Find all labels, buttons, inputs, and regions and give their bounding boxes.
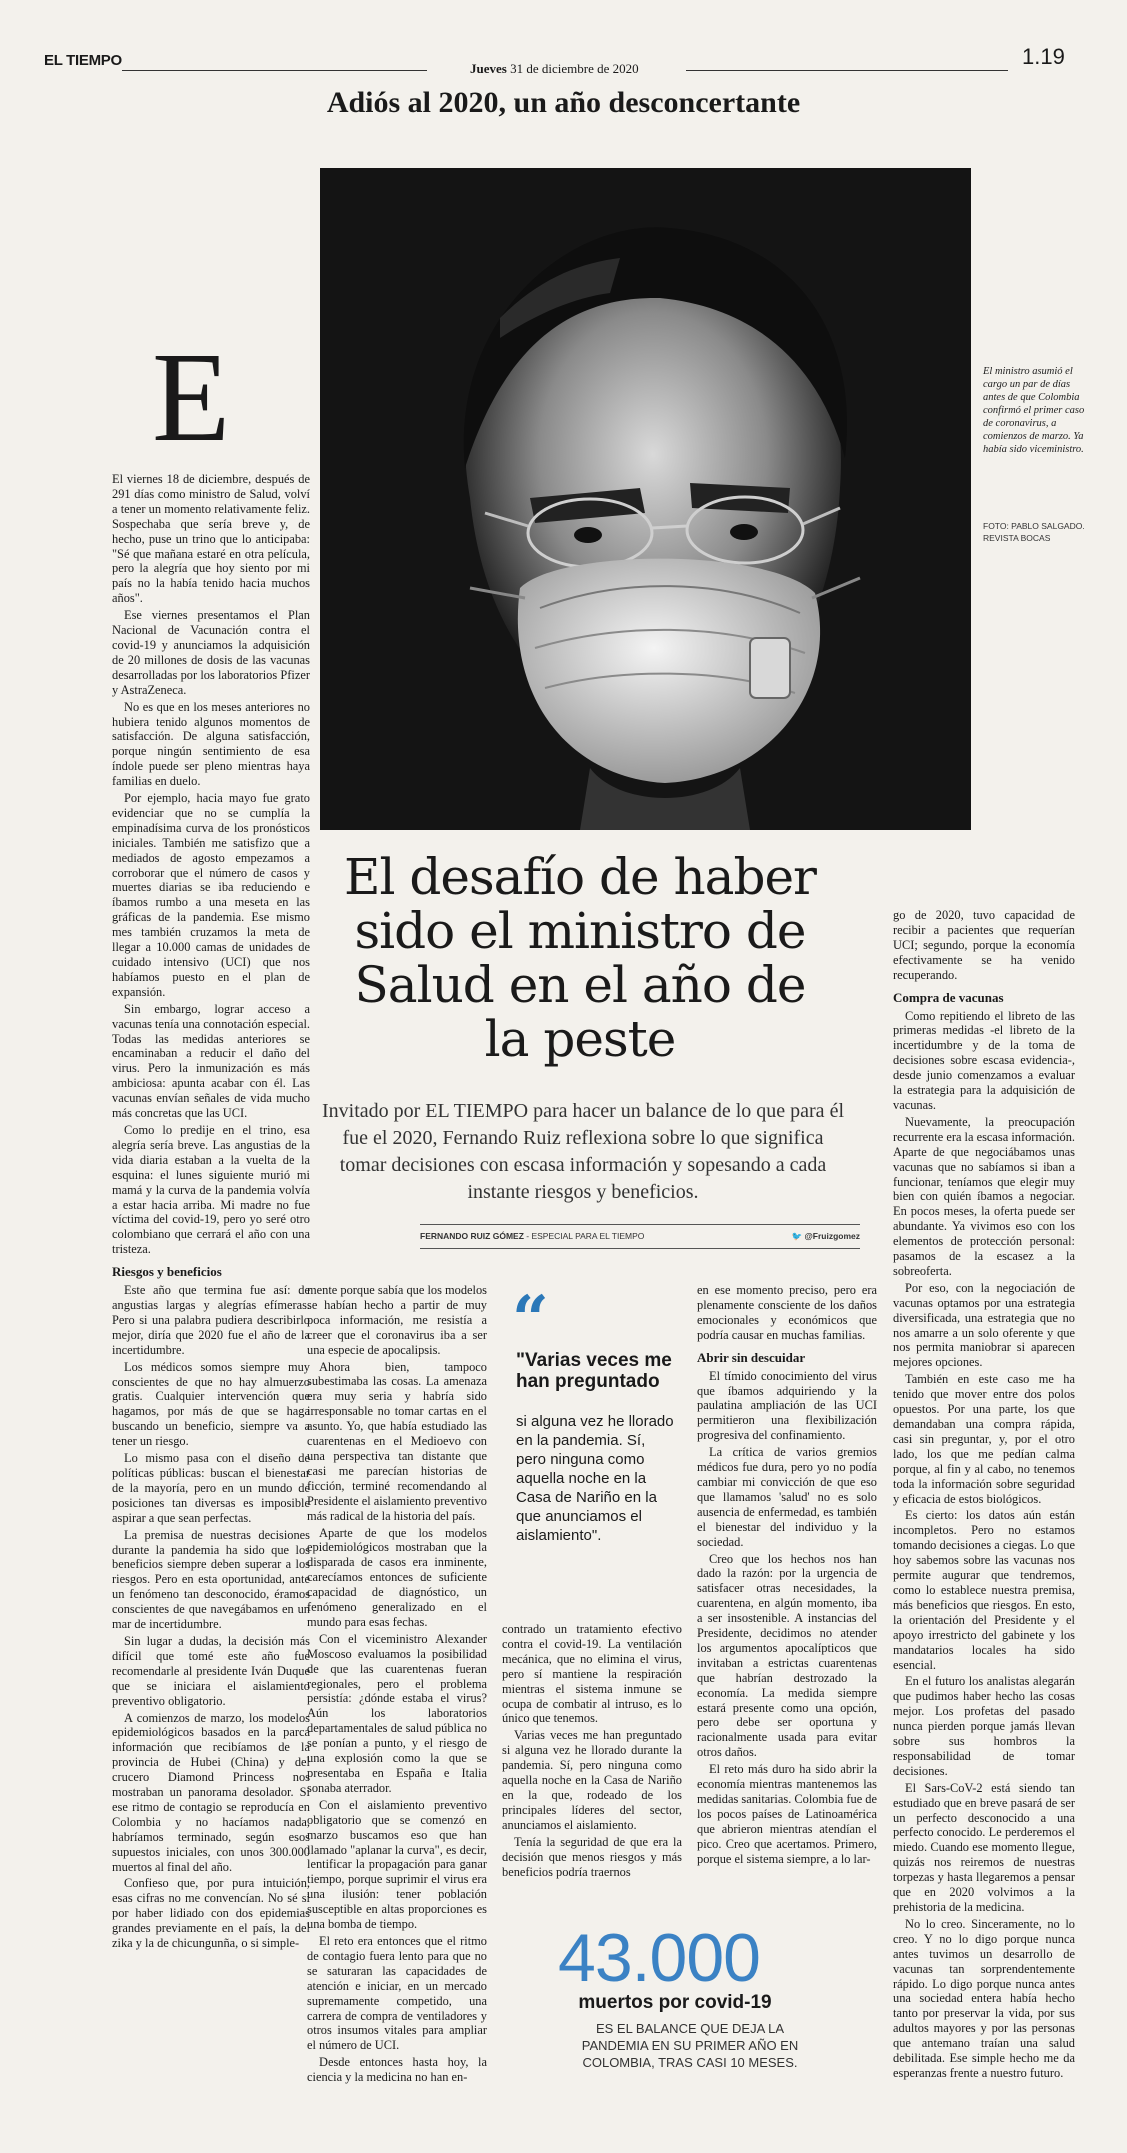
subhead-riesgos: Riesgos y beneficios [112, 1264, 222, 1280]
paragraph: Con el viceministro Alexander Moscoso evaluamos la posibilidad de que las cuarentenas fueran regionales, pero el problema persistía: ¿dónde estaba el virus? Aún los laboratorios departamentales de salud pública no se ponían a punto, y el riesgo de una explosión como la que se presentaba en España e Italia sonaba aterrador. [307, 1631, 487, 1795]
paragraph: Sin embargo, lograr acceso a vacunas tenía una connotación especial. Todas las medidas anteriores se encaminaban a reducir el daño del virus. Pero la inmunización es más ambiciosa: apunta acabar con él. Las vacunas envían señales de vida mucho más concretas que las UCI. [112, 1001, 310, 1121]
paragraph: Lo mismo pasa con el diseño de políticas públicas: buscan el bienestar de la mayoría, pero en un mundo de posiciones tan diversas es imposible aspirar a que sean perfectas. [112, 1451, 310, 1525]
article-deck: Invitado por EL TIEMPO para hacer un balance de lo que para él fue el 2020, Fernando Ruiz reflexiona sobre lo que significa tomar decisiones con escasa información y sopesando a cada instante riesgos y beneficios. [321, 1100, 844, 1203]
paragraph: El tímido conocimiento del virus que íbamos adquiriendo y la paulatina ampliación de las UCI permitieron una flexibilización progresiva del confinamiento. [697, 1368, 877, 1443]
paragraph: Sin lugar a dudas, la decisión más difícil que tomé este año fue recomendarle al presidente Iván Duque que se iniciara el aislamiento preventivo obligatorio. [112, 1633, 310, 1708]
paragraph: Creo que los hechos nos han dado la razón: por la urgencia de satisfacer otras necesidades, la cuarentena, en algún momento, iba a ser insostenible. A instancias del Presidente, decidimos no atender los argumentos apocalípticos que invitaban a estrictas cuarentenas que habrían destrozado la economía. La medida siempre estará presente como una opción, pero debe ser oportuna y racionalmente usada para evitar otros daños. [697, 1551, 877, 1760]
paragraph: Ese viernes presentamos el Plan Nacional de Vacunación contra el covid-19 y anunciamos la adquisición de 20 millones de dosis de las vacunas desarrolladas por los laboratorios Pfizer y AstraZeneca. [112, 608, 310, 697]
paragraph: Por ejemplo, hacia mayo fue grato evidenciar que no se cumplía la empinadísima curva de los pronósticos iniciales. También me satisfizo que a mediados de agosto empezamos a corroborar que el número de casos y muertes diarias se iba reduciendo e íbamos rumbo a una meseta en las gráficas de la pandemia. Ese mismo mes también cruzamos la meta de llegar a 10.000 camas de unidades de cuidado intensivo (UCI) que nos habíamos puesto en el plan de expansión. [112, 791, 310, 999]
pull-quote-body: si alguna vez he llorado en la pandemia. Sí, pero ninguna como aquella noche en la Casa de Nariño en la que anunciamos el aislamiento". [516, 1413, 674, 1544]
header-rule-right [686, 70, 1008, 71]
stat-description: ES EL BALANCE QUE DEJA LA PANDEMIA EN SU PRIMER AÑO EN COLOMBIA, TRAS CASI 10 MESES. [581, 2021, 799, 2070]
portrait-photo [320, 168, 971, 830]
stat-label: muertos por covid-19 [578, 1992, 772, 2013]
byline [420, 1231, 860, 1242]
paragraph: Ahora bien, tampoco subestimaba las cosas. La amenaza era muy seria y habría sido irresponsable no tomar cartas en el asunto. Yo, que había estudiado las cuarentenas en el Medioevo con una perspectiva tan distante que casi me parecían historias de ficción, terminé recomendando al Presidente el aislamiento preventivo más radical de la historia del país. [307, 1359, 487, 1523]
pull-quote-lead: "Varias veces me han preguntado [516, 1350, 672, 1392]
byline-rule-bottom [420, 1248, 860, 1249]
paragraph: Por eso, con la negociación de vacunas optamos por una estrategia diversificada, una estrategia que no nos amarre a un solo oferente y que nos permita maniobrar si aparecen mejores opciones. [893, 1280, 1075, 1370]
column-2 [307, 1283, 487, 2087]
paragraph: En el futuro los analistas alegarán que pudimos haber hecho las cosas mejor. Los profetas del pasado nunca pierden porque jamás llevan sobre sus hombros la responsabilidad de tomar decisiones. [893, 1674, 1075, 1778]
paragraph: El viernes 18 de diciembre, después de 291 días como ministro de Salud, volví a tener un momento relativamente feliz. Sospechaba que sería breve y, de hecho, puse un trino que lo anticipaba: "Sé que mañana estaré en otra película, pero la alegría que hoy siento por mi país no la había tenido hacia muchos años". [112, 472, 310, 606]
paragraph: go de 2020, tuvo capacidad de recibir a pacientes que requerían UCI; segundo, porque la economía efectivamente se ha venido recuperando. [893, 908, 1075, 982]
subhead-abrir: Abrir sin descuidar [697, 1349, 806, 1365]
paragraph: Es cierto: los datos aún están incompletos. Pero no estamos tomando decisiones a ciegas. Lo que hoy sabemos sobre las vacunas nos permite augurar que tendremos, como lo establece nuestra premisa, más beneficios que riesgos. En esto, la orientación del Presidente y el apoyo irrestricto del gabinete y los mandatarios locales ha sido esencial. [893, 1508, 1075, 1672]
paragraph: mente porque sabía que los modelos se habían hecho a partir de muy poca información, me resistía a creer que el coronavirus iba a ser una especie de apocalipsis. [307, 1283, 487, 1357]
paragraph: Tenía la seguridad de que era la decisión que menos riesgos y más beneficios podría traernos [502, 1834, 682, 1879]
author-name: FERNANDO RUIZ GÓMEZ [420, 1231, 524, 1241]
photo-credit: FOTO: PABLO SALGADO. REVISTA BOCAS [983, 521, 1085, 543]
paragraph: Como repitiendo el libreto de las primeras medidas -el libreto de la incertidumbre y de la toma de decisiones sobre escasa evidencia-, desde junio comenzamos a evaluar la estrategia para la adquisición de vacunas. [893, 1008, 1075, 1112]
paragraph: Confieso que, por pura intuición, esas cifras no me convencían. No sé si por haber lidiado con dos epidemias grandes previamente en el país, la del zika y la de chicungunña, o si simple- [112, 1876, 310, 1951]
paragraph: Aparte de que los modelos epidemiológicos mostraban que la disparada de casos era inminente, carecíamos entonces de suficiente capacidad de diagnóstico, un fenómeno generalizado en el mundo para esas fechas. [307, 1525, 487, 1629]
column-1 [112, 472, 310, 1953]
subhead-compra: Compra de vacunas [893, 989, 1004, 1005]
column-4 [697, 1283, 877, 1869]
paragraph: El reto más duro ha sido abrir la economía mientras mantenemos las medidas sanitarias. Colombia fue de los pocos países de Latinoamérica que abrieron mientras atendían el pico. Creo que acertamos. Primero, porque el sistema siempre, a lo lar- [697, 1762, 877, 1866]
photo-caption: El ministro asumió el cargo un par de días antes de que Colombia confirmó el primer caso de coronavirus, a comienzos de marzo. Ya había sido viceministro. [983, 366, 1085, 455]
paragraph: Desde entonces hasta hoy, la ciencia y la medicina no han en- [307, 2055, 487, 2085]
paragraph: Como lo predije en el trino, esa alegría sería breve. Las angustias de la vida diaria estaban a la vuelta de la esquina: el lunes siguiente murió mi mamá y la curva de la pandemia volvía a estar hacia arriba. Mi madre no fue víctima del covid-19, pero yo seré otro colombiano que cerrará el año con una tristeza. [112, 1122, 310, 1257]
paragraph: Nuevamente, la preocupación recurrente era la escasa información. Aparte de que negociábamos unas vacunas que no sabíamos si iban a funcionar, teníamos que elegir muy bien con quién íbamos a negociar. En pocos meses, la oferta puede ser abundante. Ya vivimos eso con los elementos de protección personal: pasamos de la escasez a la sobreoferta. [893, 1114, 1075, 1278]
paragraph: También en este caso me ha tenido que mover entre dos polos opuestos. Por una parte, los que demandaban una compra rápida, casi sin preguntar, y, por el otro lado, los que me pedían calma porque, al fin y al cabo, no tenemos toda la información sobre seguridad y eficacia de estos biológicos. [893, 1372, 1075, 1506]
section-title: Adiós al 2020, un año desconcertante [326, 86, 801, 119]
paragraph: El reto era entonces que el ritmo de contagio fuera lento para que no se saturaran las capacidades de atención e iniciar, en un mercado supremamente competido, una carrera de compra de ventiladores y otros insumos vitales para ampliar el número de UCI. [307, 1933, 487, 2053]
article-headline: El desafío de haber sido el ministro de Salud en el año de la peste [344, 848, 816, 1068]
issue-date: Jueves 31 de diciembre de 2020 [470, 61, 639, 76]
paragraph: La crítica de varios gremios médicos fue dura, pero yo no podía cambiar mi convicción de que eso que llamamos 'salud' no es solo ausencia de enfermedad, es también el bienestar del individuo y la sociedad. [697, 1445, 877, 1549]
paragraph: en ese momento preciso, pero era plenamente consciente de los daños emocionales y económicos que podría causar en muchas familias. [697, 1283, 877, 1342]
column-3 [502, 1622, 682, 1881]
paragraph: La premisa de nuestras decisiones durante la pandemia ha sido que los beneficios siempre deben superar a los riesgos. Pero en esta oportunidad, ante un fenómeno tan desconocido, éramos conscientes de que navegábamos en un mar de incertidumbre. [112, 1527, 310, 1632]
page-number: 1.19 [1022, 44, 1065, 69]
paragraph: El Sars-CoV-2 está siendo tan estudiado que en breve pasará de ser un perfecto desconocido a una perfecto conocido. Le perderemos el miedo. Cuando ese momento llegue, quizás nos reiremos de nuestras torpezas y hasta llegaremos a pensar que en 2020 volvimos a la prehistoria de la medicina. [893, 1780, 1075, 1914]
paragraph: Varias veces me han preguntado si alguna vez he llorado durante la pandemia. Sí, pero ninguna como aquella noche en la Casa de Nariño en la que, rodeado de los principales líderes del sector, anunciamos el aislamiento. [502, 1728, 682, 1832]
quote-mark-icon: “ [512, 1282, 549, 1357]
header-rule-left [122, 70, 427, 71]
paragraph: No lo creo. Sinceramente, no lo creo. Y no lo digo porque nunca antes tuvimos un desarrollo de vacunas tan sorprendentemente rápido. Lo digo porque nunca antes una sociedad entera había hecho tanto por preservar la vida, por sus adultos mayores y por las personas que antemano traían una salud debilitada. Ese simple hecho me da esperanzas frente a nuestro futuro. [893, 1916, 1075, 2080]
paragraph: Con el aislamiento preventivo obligatorio que se comenzó en marzo buscamos eso que han llamado "aplanar la curva", es decir, lentificar la propagación para ganar tiempo, porque suprimir el virus era una ilusión: tener población susceptible en altas proporciones es una bomba de tiempo. [307, 1797, 487, 1932]
drop-cap: E [152, 326, 231, 468]
masthead-logo: EL TIEMPO [44, 52, 122, 69]
stat-number: 43.000 [558, 1920, 760, 1996]
byline-rule-top [420, 1224, 860, 1225]
paragraph: Los médicos somos siempre muy conscientes de que no hay almuerzo gratis. Cualquier intervención que hagamos, por más de que se haga buscando un beneficio, siempre va a tener un riesgo. [112, 1359, 310, 1449]
twitter-handle[interactable]: 🐦 @Fruizgomez [791, 1231, 860, 1241]
paragraph: contrado un tratamiento efectivo contra el covid-19. La ventilación mecánica, que no elimina el virus, pero sí mantiene la respiración mientras el sistema inmune se ocupa de combatir al intruso, es lo único que tenemos. [502, 1622, 682, 1726]
column-5 [893, 908, 1075, 2083]
paragraph: A comienzos de marzo, los modelos epidemiológicos basados en la parca información que recibíamos de la provincia de Hubei (China) y del crucero Diamond Princess nos mostraban un panorama desolador. Si ese ritmo de contagio se reproducía en Colombia y no hacíamos nada, habríamos terminado, según esos supuestos iniciales, con unos 300.000 muertos al final del año. [112, 1710, 310, 1874]
paragraph: Este año que termina fue así: de angustias largas y alegrías efímeras. Pero si una palabra pudiera describirlo mejor, diría que 2020 fue el año de la incertidumbre. [112, 1283, 310, 1357]
paragraph: No es que en los meses anteriores no hubiera tenido algunos momentos de satisfacción. De alguna satisfacción, porque ningún sentimiento de esa índole puede ser pleno mientras haya familias en duelo. [112, 699, 310, 789]
author-role: - ESPECIAL PARA EL TIEMPO [526, 1231, 645, 1241]
